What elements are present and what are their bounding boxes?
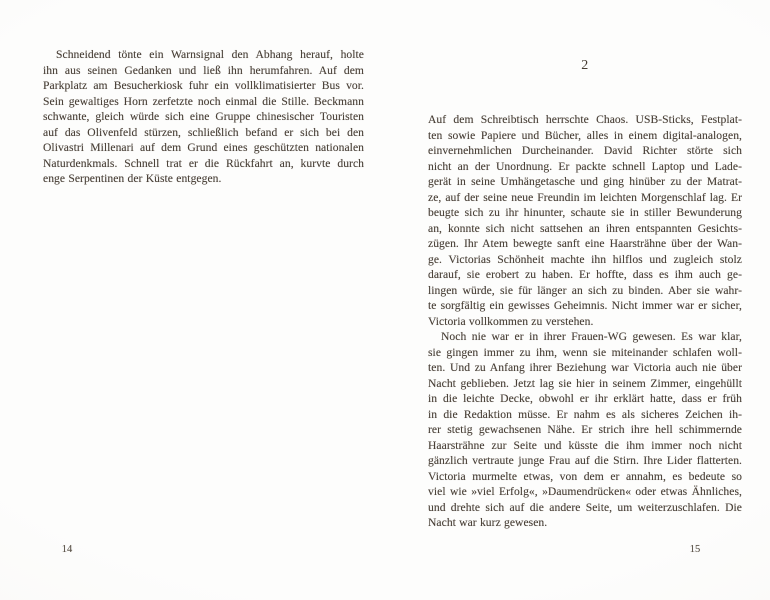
text-line: Noch nie war er in ihrer Frauen-WG gewesen. Es war klar, bbox=[441, 330, 742, 343]
text-line: Nacht war kurz gewesen. bbox=[428, 516, 548, 529]
chapter-number: 2 bbox=[581, 58, 589, 73]
text-line: ihn aus seinen Gedanken und ließ ihn herumfahren. Auf dem bbox=[43, 63, 364, 77]
text-line: Parkplatz am Besucherkiosk fuhr ein vollklimatisierter Bus vor. bbox=[43, 79, 364, 92]
text-line: ten. Und zu Anfang ihrer Beziehung war Victoria auch nie über bbox=[428, 361, 742, 374]
text-line: ge. Victorias Schönheit machte ihn hilflos und zugleich stolz bbox=[428, 252, 742, 266]
text-line: Naturdenkmals. Schnell trat er die Rückfahrt an, kurvte durch bbox=[43, 156, 364, 170]
text-line: sie gingen immer zu ihm, wenn sie miteinander schlafen woll- bbox=[428, 345, 742, 359]
text-line: rer stetig gewachsenen Nähe. Er strich ihre hell schimmernde bbox=[428, 423, 742, 436]
page-number-left: 14 bbox=[61, 544, 73, 555]
page-number-right: 15 bbox=[689, 544, 701, 555]
text-line: zügen. Ihr Atem bewegte sanft eine Haarsträhne über der Wan- bbox=[428, 237, 742, 250]
text-block bbox=[428, 112, 742, 531]
text-line: Victoria vollkommen zu verstehen. bbox=[428, 314, 594, 328]
text-line: enge Serpentinen der Küste entgegen. bbox=[43, 172, 222, 185]
text-line: Nacht geblieben. Jetzt lag sie hier in seinem Zimmer, eingehüllt bbox=[428, 376, 742, 390]
text-line: schwante, gleich würde sich eine Gruppe chinesischer Touristen bbox=[43, 110, 364, 123]
text-line: Auf dem Schreibtisch herrschte Chaos. USB-Sticks, Festplat- bbox=[428, 113, 742, 126]
text-line: lingen würde, sie für länger an sich zu binden. Aber sie wahr- bbox=[428, 283, 742, 297]
text-line: ten sowie Papiere und Bücher, alles in einem digital-analogen, bbox=[428, 128, 742, 142]
text-line: Haarsträhne zur Seite und küsste die ihm immer noch nicht bbox=[428, 438, 742, 452]
text-line: darauf, sie erobert zu haben. Er hoffte, dass es ihm auch ge- bbox=[428, 268, 742, 281]
text-line: in die leichte Decke, obwohl er ihr erklärt hatte, dass er früh bbox=[428, 392, 742, 405]
left-page bbox=[43, 47, 364, 187]
text-line: Schneidend tönte ein Warnsignal den Abhang herauf, holte bbox=[56, 48, 364, 61]
text-line: nicht an der Unordnung. Er packte schnell Laptop und Lade- bbox=[428, 159, 742, 173]
right-page bbox=[428, 58, 742, 531]
text-line: viel wie »viel Erfolg«, »Daumendrücken« oder etwas Ähnliches, bbox=[428, 485, 742, 498]
text-line: gänzlich vertraute junge Frau auf die Stirn. Ihre Lider flatterten. bbox=[428, 454, 742, 467]
text-line: te sorgfältig ein gewisses Geheimnis. Nicht immer war er sicher, bbox=[428, 299, 742, 312]
text-line: einvernehmlichen Durcheinander. David Richter störte sich bbox=[428, 144, 742, 157]
text-line: ze, auf der seine neue Freundin im leichten Morgenschlaf lag. Er bbox=[428, 190, 742, 204]
text-block bbox=[43, 47, 364, 187]
text-line: an, konnte sich nicht sattsehen an ihren entspannten Gesichts- bbox=[428, 221, 742, 235]
text-line: Olivastri Millenari auf dem Grund eines geschützten nationalen bbox=[43, 141, 364, 154]
text-line: gerät in seine Umhängetasche und ging hinüber zu der Matrat- bbox=[428, 175, 742, 188]
text-line: in die Redaktion müsse. Er nahm es als sicheres Zeichen ih- bbox=[428, 407, 742, 421]
text-line: und drehte sich auf die andere Seite, um weiterzuschlafen. Die bbox=[428, 500, 742, 514]
text-line: auf das Olivenfeld stürzen, schließlich befand er sich bei den bbox=[43, 125, 364, 139]
text-line: beugte sich zu ihr hinunter, schaute sie in stiller Bewunderung bbox=[428, 206, 742, 219]
text-line: Sein gewaltiges Horn zerfetzte noch einmal die Stille. Beckmann bbox=[43, 94, 364, 108]
text-line: Victoria murmelte etwas, von dem er annahm, es bedeute so bbox=[428, 469, 742, 483]
